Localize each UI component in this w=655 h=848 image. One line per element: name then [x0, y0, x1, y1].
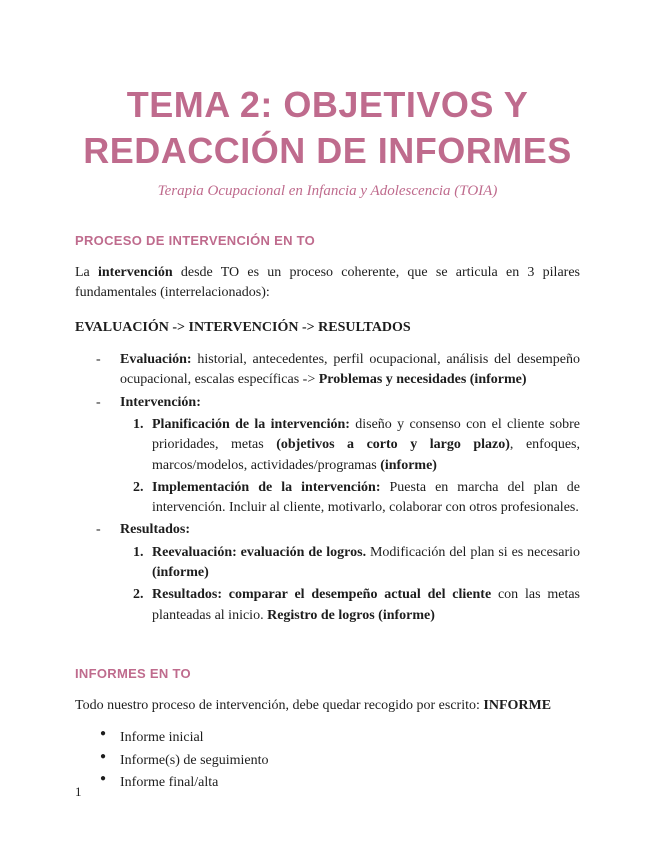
dash-bullet: - — [96, 352, 101, 368]
number-marker: 1. — [133, 416, 144, 432]
list-item-text: Intervención: — [120, 394, 201, 410]
informes-list — [75, 728, 580, 793]
process-list — [75, 350, 580, 626]
list-item-text: Informe(s) de seguimiento — [120, 752, 269, 768]
dash-bullet: - — [96, 394, 101, 410]
document-subtitle: Terapia Ocupacional en Infancia y Adolescencia (TOIA) — [157, 183, 498, 200]
list-item-implementacion — [75, 478, 580, 519]
list-item-informe-inicial — [75, 728, 580, 748]
list-item-resultados-comparar — [75, 585, 580, 626]
list-item-text: Resultados: — [120, 522, 191, 538]
intro-paragraph: La intervención desde TO es un proceso coherente, que se articula en 3 pilares fundamentales (interrelacionados): — [75, 265, 580, 301]
list-item-text: Resultados: comparar el desempeño actual del cliente con las metas planteadas al inicio. Registro de logros (informe) — [152, 587, 580, 623]
number-marker: 2. — [133, 479, 144, 495]
number-marker: 1. — [133, 544, 144, 560]
bullet-dot-icon: ● — [100, 728, 107, 740]
pillars-line: EVALUACIÓN -> INTERVENCIÓN -> RESULTADOS — [75, 319, 411, 335]
list-item-text: Implementación de la intervención: Puesta en marcha del plan de intervención. Incluir al cliente, motivarlo, colaborar con otros profesionales. — [152, 479, 580, 516]
list-item-evaluacion — [75, 350, 580, 391]
list-item-text: Informe final/alta — [120, 774, 219, 790]
list-item-intervencion — [75, 393, 580, 413]
list-item-informe-seguimiento — [75, 751, 580, 771]
document-title — [75, 0, 580, 174]
list-item-reevaluacion — [75, 543, 580, 584]
number-marker: 2. — [133, 587, 144, 603]
list-item-planificacion — [75, 415, 580, 476]
list-item-text: Reevaluación: evaluación de logros. Modificación del plan si es necesario (informe) — [152, 544, 581, 581]
list-item-resultados — [75, 520, 580, 540]
bullet-dot-icon: ● — [100, 772, 107, 784]
title-line-2: REDACCIÓN DE INFORMES — [83, 130, 572, 172]
list-item-text: Informe inicial — [120, 730, 204, 746]
title-line-1: TEMA 2: OBJETIVOS Y — [126, 84, 529, 125]
section-informes — [75, 666, 580, 793]
dash-bullet: - — [96, 522, 101, 538]
list-item-text: Planificación de la intervención: diseño y consenso con el cliente sobre prioridades, metas (objetivos a corto y largo plazo), enfoques, marcos/modelos, actividades/programas (informe) — [152, 416, 580, 473]
page-number: 1 — [75, 784, 82, 799]
informes-intro-paragraph: Todo nuestro proceso de intervención, debe quedar recogido por escrito: INFORME — [75, 697, 552, 713]
bullet-dot-icon: ● — [100, 750, 107, 762]
section-heading-proceso-de-intervencion: PROCESO DE INTERVENCIÓN EN TO — [75, 233, 316, 249]
list-item-informe-final — [75, 773, 580, 793]
section-heading-informes: INFORMES EN TO — [75, 665, 191, 681]
list-item-text: Evaluación: historial, antecedentes, perfil ocupacional, análisis del desempeño ocupacional, escalas específicas -> Problemas y necesidades (informe) — [120, 352, 580, 388]
section-proceso-de-intervencion — [75, 233, 580, 626]
